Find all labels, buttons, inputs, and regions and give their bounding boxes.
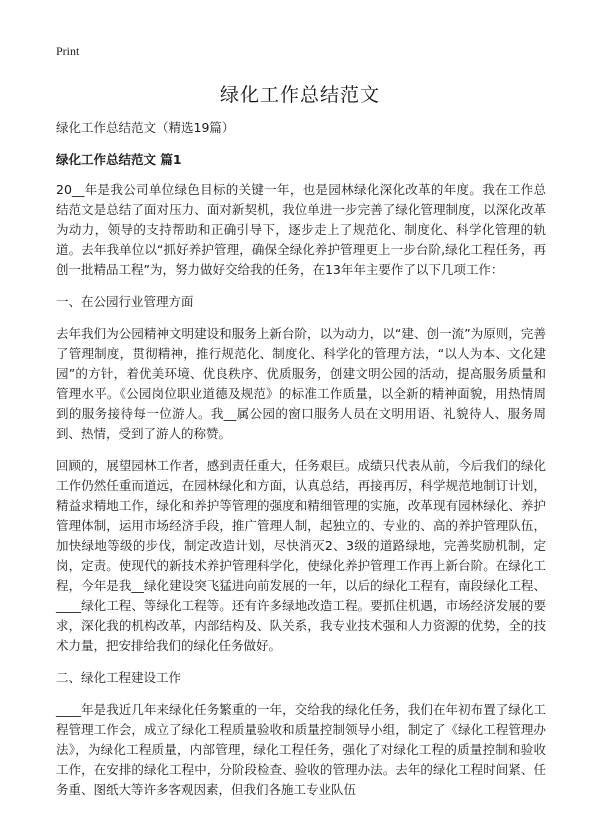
paragraph-greening-projects: ____年是我近几年来绿化任务繁重的一年，交给我的绿化任务，我们在年初布置了绿化工程管理工作会，成立了绿化工程质量验收和质量控制领导小组，制定了《绿化工程管理办法》，为绿化工程质量，内部管理，绿化工程任务，强化了对绿化工程的质量控制和验收工作，在安排的绿化工程中，分阶段检查、验收的管理办法。去年的绿化工程时间紧、任务重、图纸大等许多客观因素，但我们各施工专业队伍 [56, 702, 546, 797]
page-title: 绿化工作总结范文 [219, 84, 380, 106]
section-heading: 绿化工作总结范文 篇1 [56, 152, 182, 167]
intro-paragraph: 20__年是我公司单位绿色目标的关键一年，也是园林绿化深化改革的年度。我在工作总结范文是总结了面对压力、面对新契机，我位单进一步完善了绿化管理制度，以深化改革为动力，领导的支持帮助和正确引导下，逐步走上了规范化、制度化、科学化管理的轨道。去年我单位以“抓好养护管理，确保全绿化养护管理更上一步台阶,绿化工程任务，再创一批精品工程”为，努力做好交给我的任务，在13年年主要作了以下几项工作： [56, 182, 546, 277]
document-subtitle: 绿化工作总结范文（精选19篇） [56, 120, 235, 135]
document-body [56, 118, 546, 812]
paragraph-park-management: 去年我们为公园精神文明建设和服务上新台阶，以为动力，以“建、创一流”为原则，完善了管理制度，贯彻精神，推行规范化、制度化、科学化的管理方法，“以人为本、文化建园”的方针，着优美环境、优良秩序、优质服务，创建文明公园的活动，提高服务质量和管理水平。《公园岗位职业道德及规范》的标准工作质量，以全新的精神面貌，用热情周到的服务接待每一位游人。我__属公园的窗口服务人员在文明用语、礼貌待人、服务周到、热情，受到了游人的称赞。 [56, 326, 546, 441]
subheading-park-management: 一、在公园行业管理方面 [56, 294, 194, 309]
paragraph-review: 回顾的，展望园林工作者，感到责任重大，任务艰巨。成绩只代表从前，今后我们的绿化工作仍然任重而道远，在园林绿化和方面，认真总结，再接再厉，科学规范地制订计划，精益求精地工作，绿化和养护等管理的强度和精细管理的实施，改革现有园林绿化、养护管理体制，运用市场经济手段，推广管理人制，起独立的、专业的、高的养护管理队伍，加快绿地等级的步伐，制定改造计划，尽快消灭2、3级的道路绿地，完善奖励机制，定岗，定责。使现代的新技术养护管理科学化，使绿化养护管理工作再上新台阶。在绿化工程，今年是我__绿化建设突飞猛进向前发展的一年，以后的绿化工程有，南段绿化工程、____绿化工程、等绿化工程等。还有许多绿地改造工程。要抓住机遇，市场经济发展的要求，深化我的机构改革，内部结构及、队关系，我专业技术强和人力资源的优势，全的技术力量，把安排给我们的绿化任务做好。 [56, 458, 546, 653]
subheading-greening-projects: 二、绿化工程建设工作 [56, 670, 182, 685]
print-label: Print [56, 44, 80, 58]
